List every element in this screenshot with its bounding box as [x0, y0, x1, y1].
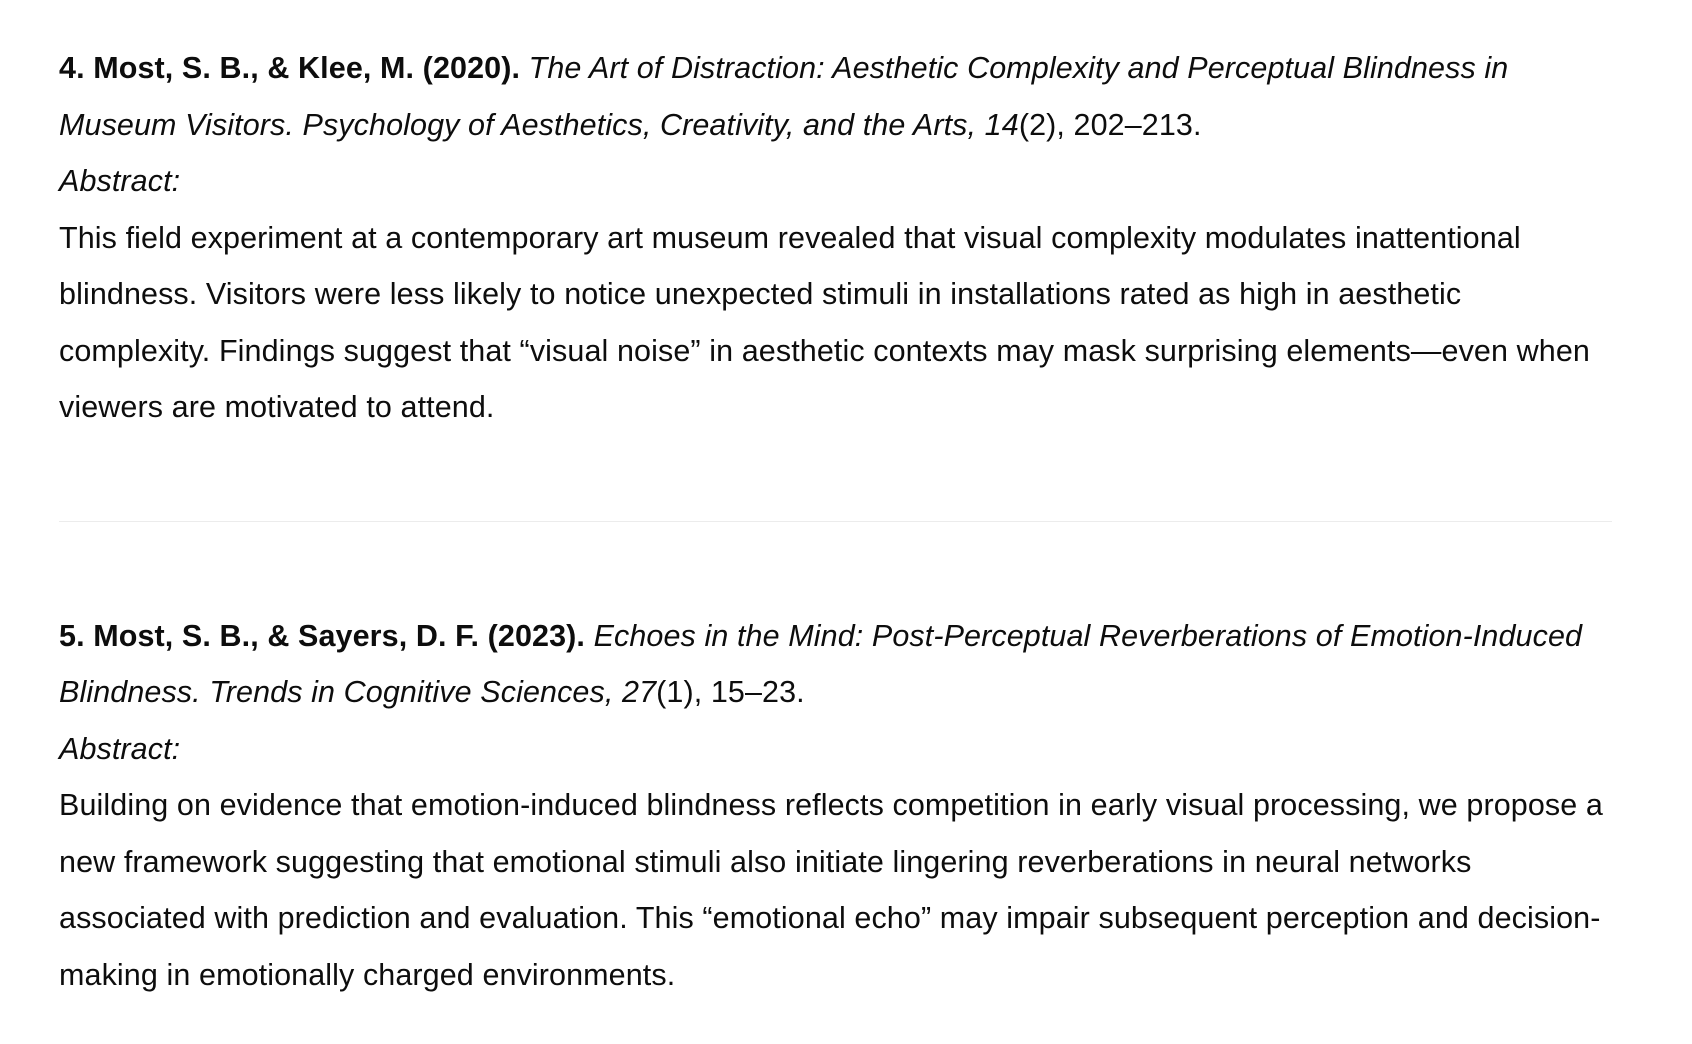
abstract-label: Abstract: [59, 731, 181, 766]
citation [59, 608, 1619, 721]
citation [59, 40, 1619, 153]
citation-volume: 27 [622, 675, 657, 709]
citation-journal: Psychology of Aesthetics, Creativity, and the Arts, [302, 107, 977, 142]
reference-list [59, 40, 1619, 1003]
citation-volume: 14 [984, 107, 1019, 142]
citation-issue-pages: (1), 15–23. [656, 675, 805, 709]
citation-title: Echoes in the Mind: Post-Perceptual Reverberations of Emotion-Induced Blindness. [59, 618, 1583, 709]
abstract-label: Abstract: [59, 164, 181, 198]
citation-issue-pages: (2), 202–213. [1018, 107, 1202, 142]
citation-authors: 4. Most, S. B., & Klee, M. (2020). [59, 51, 521, 85]
abstract-text: This field experiment at a contemporary art museum revealed that visual complexity modulates inattentional blindness. Visitors were less likely to notice unexpected stimuli in installations rated as high in aesthetic complexity. Findings suggest that “visual noise” in aesthetic contexts may mask surprising elements—even when viewers are motivated to attend. [59, 220, 1590, 424]
citation-title: The Art of Distraction: Aesthetic Complexity and Perceptual Blindness in Museum Visitors. [59, 51, 1509, 142]
reference-entry-4 [59, 40, 1619, 436]
citation-authors: 5. Most, S. B., & Sayers, D. F. (2023). [59, 618, 585, 653]
section-divider [59, 521, 1612, 522]
citation-journal: Trends in Cognitive Sciences, [209, 675, 614, 709]
reference-entry-5 [59, 608, 1619, 1004]
abstract-text: Building on evidence that emotion-induced blindness reflects competition in early visual processing, we propose a new framework suggesting that emotional stimuli also initiate lingering reverberations in neural networks associated with prediction and evaluation. This “emotional echo” may impair subsequent perception and decision-making in emotionally charged environments. [59, 788, 1603, 992]
